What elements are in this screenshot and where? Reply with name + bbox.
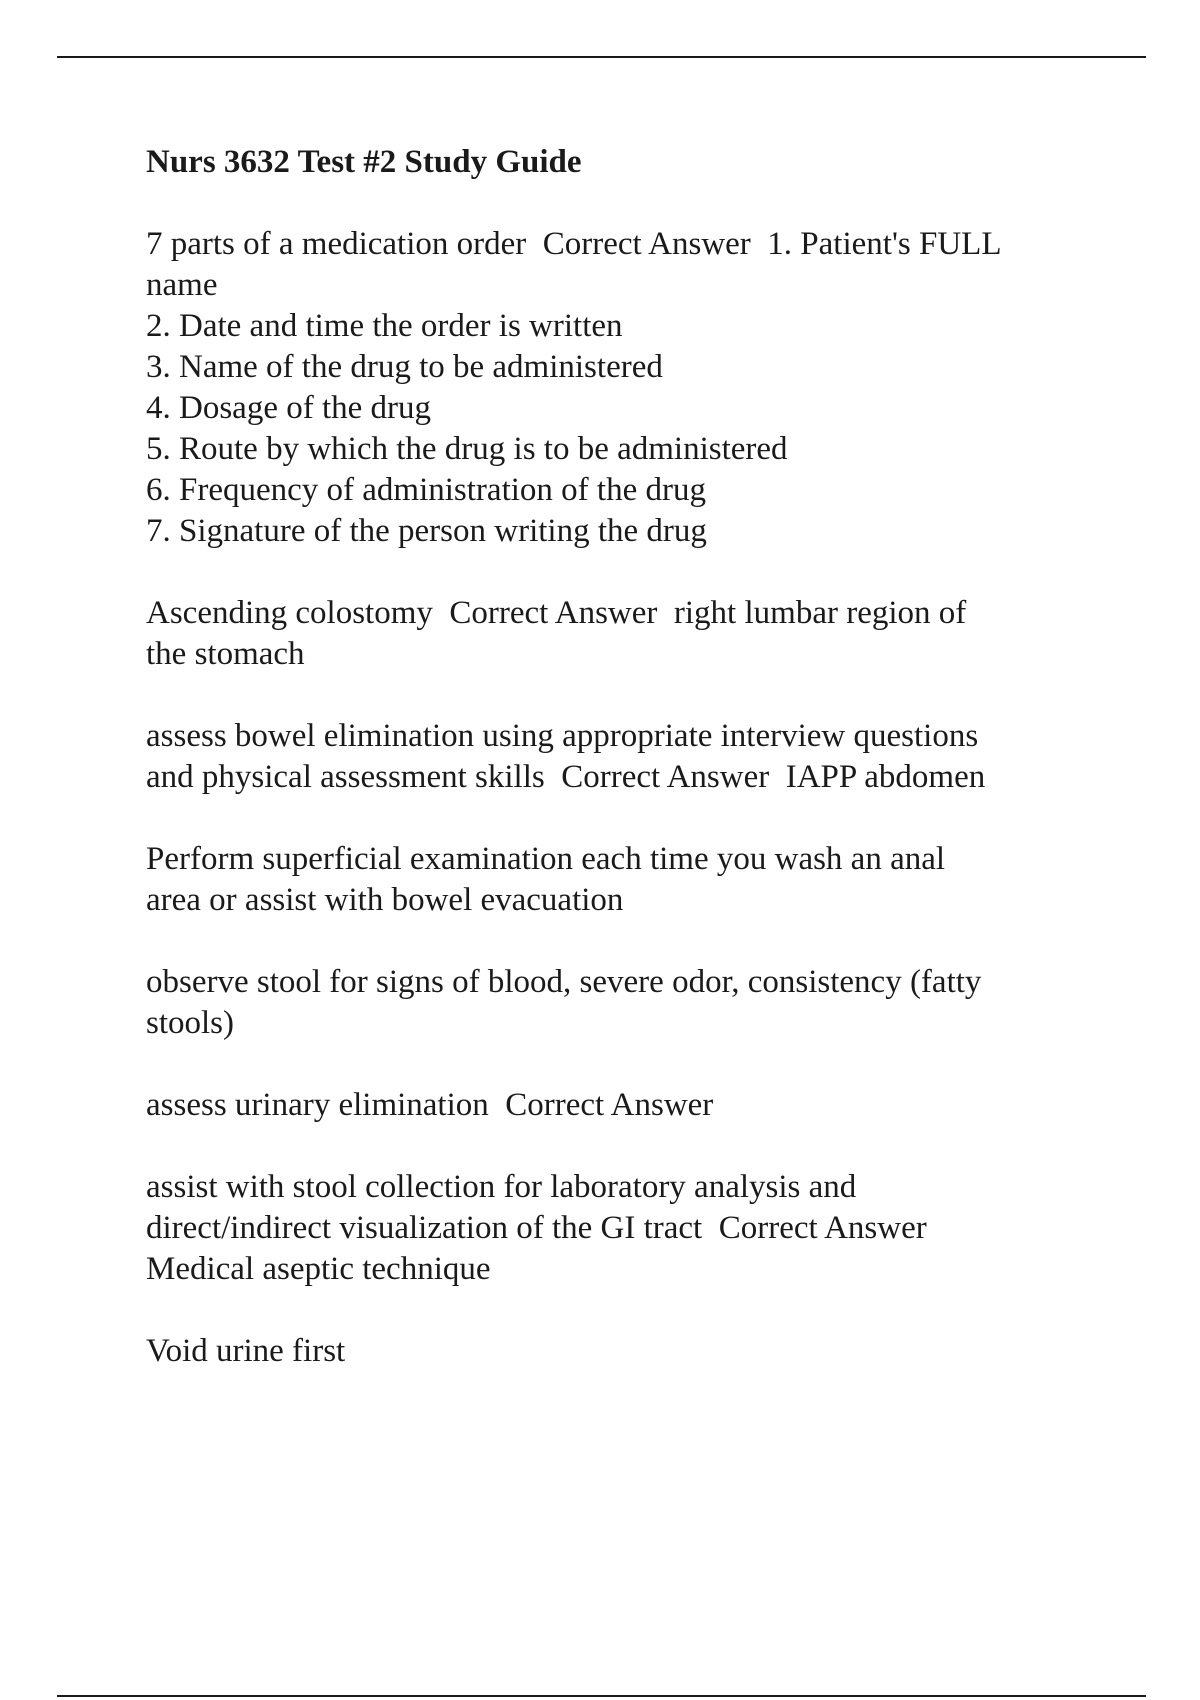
- text-line: 4. Dosage of the drug: [146, 390, 432, 426]
- text-line: assist with stool collection for laboratory analysis and: [146, 1169, 857, 1205]
- text-line: the stomach: [146, 636, 305, 672]
- text-line: Perform superficial examination each time you wash an anal: [146, 841, 946, 877]
- text-line: 3. Name of the drug to be administered: [146, 349, 663, 385]
- text-line: assess bowel elimination using appropriate interview questions: [146, 718, 979, 754]
- text-line: 5. Route by which the drug is to be administered: [146, 431, 788, 467]
- text-line: 6. Frequency of administration of the drug: [146, 472, 706, 508]
- qa-block-ascending-colostomy: [146, 593, 1106, 675]
- header-divider: [57, 56, 1146, 58]
- text-block-observe-stool: [146, 962, 1106, 1044]
- text-line: observe stool for signs of blood, severe odor, consistency (fatty: [146, 964, 982, 1000]
- document-title: Nurs 3632 Test #2 Study Guide: [146, 144, 582, 180]
- text-line: direct/indirect visualization of the GI tract Correct Answer: [146, 1210, 927, 1246]
- qa-block-bowel-elimination: [146, 716, 1106, 798]
- text-line: 2. Date and time the order is written: [146, 308, 623, 344]
- text-block-superficial-exam: [146, 839, 1106, 921]
- text-line: Medical aseptic technique: [146, 1251, 491, 1287]
- text-line: and physical assessment skills Correct Answer IAPP abdomen: [146, 759, 986, 795]
- text-line: name: [146, 267, 218, 303]
- text-line: area or assist with bowel evacuation: [146, 882, 624, 918]
- text-line: 7. Signature of the person writing the drug: [146, 513, 707, 549]
- qa-block-stool-collection: [146, 1167, 1106, 1290]
- footer-divider: [57, 1695, 1146, 1697]
- text-line: stools): [146, 1005, 235, 1041]
- qa-block-urinary-elimination: [146, 1085, 1106, 1126]
- text-line: Void urine first: [146, 1333, 346, 1369]
- text-line: Ascending colostomy Correct Answer right lumbar region of: [146, 595, 967, 631]
- document-body: [146, 142, 1106, 1413]
- text-line: assess urinary elimination Correct Answer: [146, 1087, 714, 1123]
- text-block-void-urine: [146, 1331, 1106, 1372]
- qa-block-medication-order: [146, 224, 1106, 552]
- text-line: 7 parts of a medication order Correct Answer 1. Patient's FULL: [146, 226, 1002, 262]
